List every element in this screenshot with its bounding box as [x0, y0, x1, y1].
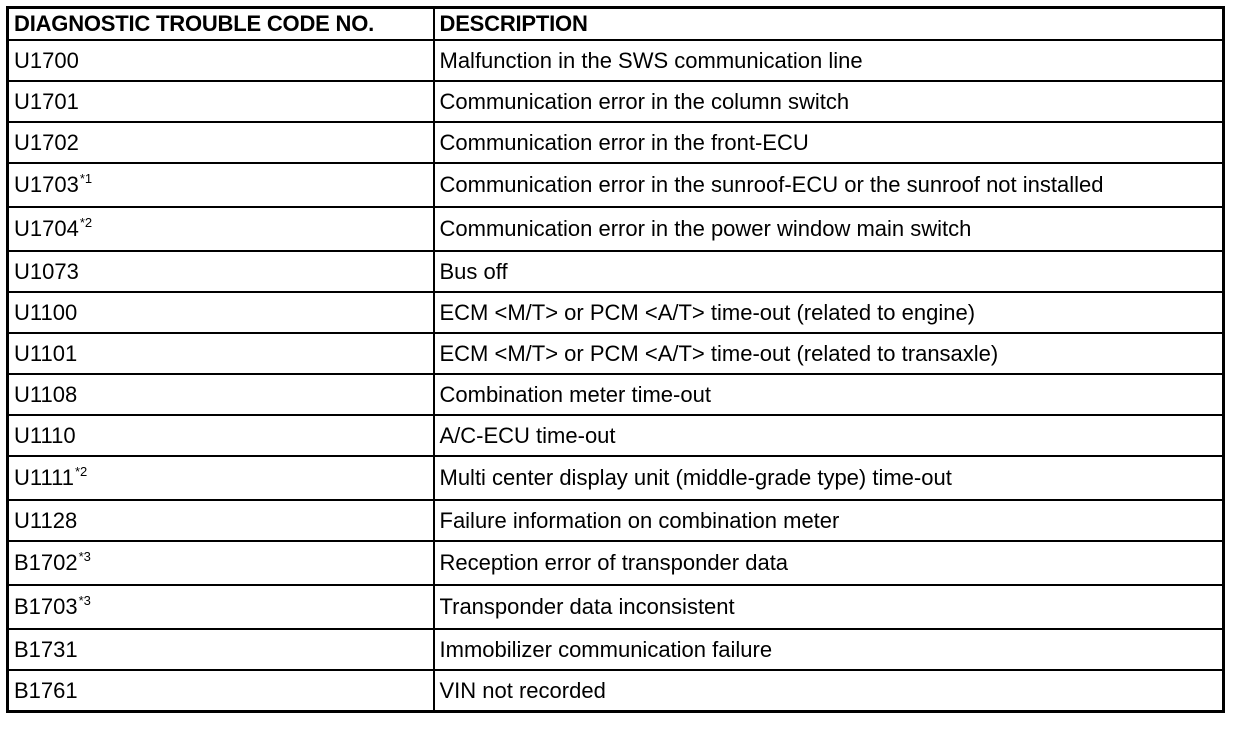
dtc-code: B1702 — [14, 550, 78, 575]
dtc-description: Malfunction in the SWS communication line — [434, 40, 1224, 81]
dtc-code-cell — [8, 541, 434, 585]
footnote-marker: *3 — [78, 549, 91, 564]
dtc-description: A/C-ECU time-out — [434, 415, 1224, 456]
dtc-code: U1110 — [14, 422, 76, 448]
dtc-code: U1700 — [14, 47, 79, 73]
dtc-code: U1704 — [14, 216, 79, 241]
dtc-code-cell — [8, 122, 434, 163]
table-row — [8, 415, 1224, 456]
dtc-code-cell — [8, 456, 434, 500]
table-row — [8, 541, 1224, 585]
dtc-code-cell — [8, 629, 434, 670]
dtc-code-cell — [8, 415, 434, 456]
dtc-code: U1111 — [14, 465, 74, 490]
footnote-marker: *2 — [74, 464, 88, 479]
table-row — [8, 40, 1224, 81]
table-row — [8, 207, 1224, 251]
dtc-code: U1128 — [14, 507, 78, 533]
table-row — [8, 81, 1224, 122]
footnote-marker: *1 — [79, 171, 93, 186]
dtc-code-cell — [8, 500, 434, 541]
dtc-code-cell — [8, 207, 434, 251]
dtc-code-cell — [8, 585, 434, 629]
dtc-code: U1101 — [14, 340, 78, 366]
dtc-code-cell — [8, 292, 434, 333]
header-description: DESCRIPTION — [434, 8, 1224, 41]
table-row — [8, 500, 1224, 541]
dtc-code: U1108 — [14, 381, 78, 407]
dtc-description: Communication error in the column switch — [434, 81, 1224, 122]
dtc-description: ECM <M/T> or PCM <A/T> time-out (related to transaxle) — [434, 333, 1224, 374]
dtc-table — [6, 6, 1225, 713]
dtc-code: U1701 — [14, 88, 79, 114]
dtc-code-cell — [8, 374, 434, 415]
dtc-description: Multi center display unit (middle-grade type) time-out — [434, 456, 1224, 500]
dtc-code-cell — [8, 163, 434, 207]
table-row — [8, 122, 1224, 163]
table-body — [8, 40, 1224, 712]
table-row — [8, 585, 1224, 629]
footnote-marker: *2 — [79, 215, 93, 230]
dtc-code-cell — [8, 251, 434, 292]
header-code: DIAGNOSTIC TROUBLE CODE NO. — [8, 8, 434, 41]
dtc-code-cell — [8, 40, 434, 81]
dtc-code: B1703 — [14, 594, 78, 619]
table-row — [8, 374, 1224, 415]
table-row — [8, 292, 1224, 333]
dtc-description: Communication error in the front-ECU — [434, 122, 1224, 163]
dtc-description: Transponder data inconsistent — [434, 585, 1224, 629]
dtc-code-cell — [8, 670, 434, 712]
dtc-description: Bus off — [434, 251, 1224, 292]
table-row — [8, 456, 1224, 500]
dtc-code: U1702 — [14, 129, 79, 155]
dtc-description: ECM <M/T> or PCM <A/T> time-out (related to engine) — [434, 292, 1224, 333]
dtc-code: U1703 — [14, 172, 79, 197]
table-row — [8, 163, 1224, 207]
dtc-code-cell — [8, 81, 434, 122]
table-row — [8, 251, 1224, 292]
table-row — [8, 333, 1224, 374]
dtc-description: Failure information on combination meter — [434, 500, 1224, 541]
dtc-description: Communication error in the power window main switch — [434, 207, 1224, 251]
dtc-description: Immobilizer communication failure — [434, 629, 1224, 670]
dtc-description: VIN not recorded — [434, 670, 1224, 712]
table-header-row — [8, 8, 1224, 41]
dtc-code: U1073 — [14, 258, 79, 284]
dtc-code-cell — [8, 333, 434, 374]
table-row — [8, 670, 1224, 712]
footnote-marker: *3 — [78, 593, 91, 608]
dtc-code: B1731 — [14, 636, 78, 662]
dtc-code: U1100 — [14, 299, 78, 325]
dtc-description: Combination meter time-out — [434, 374, 1224, 415]
dtc-description: Communication error in the sunroof-ECU or the sunroof not installed — [434, 163, 1224, 207]
dtc-description: Reception error of transponder data — [434, 541, 1224, 585]
dtc-code: B1761 — [14, 677, 78, 703]
table-row — [8, 629, 1224, 670]
